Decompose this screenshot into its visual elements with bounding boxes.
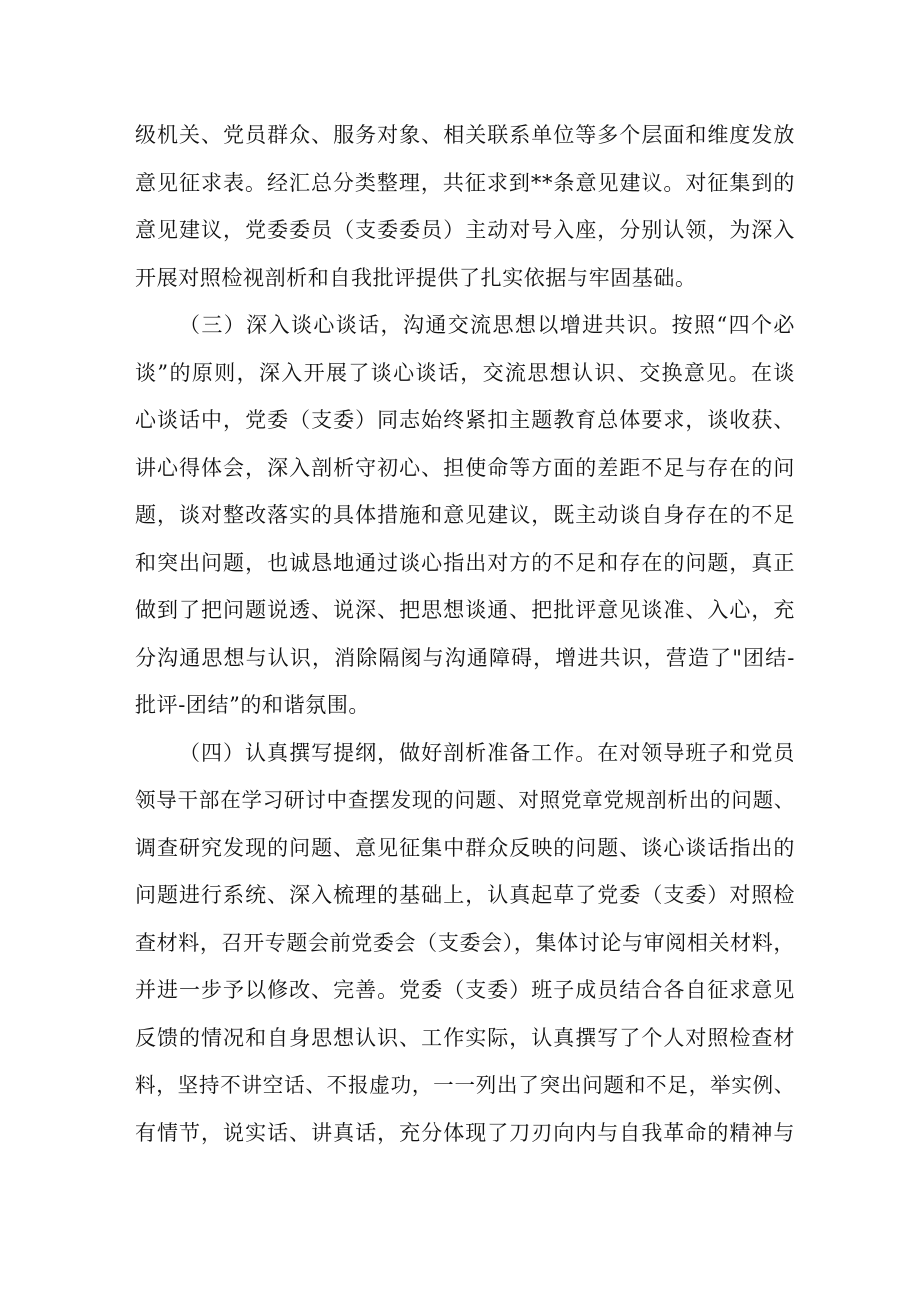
text-line: 分沟通思想与认识，消除隔阂与沟通障碍，增进共识，营造了"团结- <box>135 645 795 670</box>
text-line: 和突出问题，也诚恳地通过谈心指出对方的不足和存在的问题，真正 <box>135 550 795 575</box>
text-line: 查材料，召开专题会前党委会（支委会），集体讨论与审阅相关材料， <box>135 930 795 955</box>
text-line: 并进一步予以修改、完善。党委（支委）班子成员结合各自征求意见 <box>135 978 795 1002</box>
text-line: 谈”的原则，深入开展了谈心谈话，交流思想认识、交换意见。在谈 <box>135 360 795 385</box>
body-text <box>135 112 795 1157</box>
text-line: 意见建议，党委委员（支委委员）主动对号入座，分别认领，为深入 <box>135 218 795 242</box>
text-line: 批评-团结”的和谐氛围。 <box>135 693 371 717</box>
text-line: 反馈的情况和自身思想认识、工作实际，认真撰写了个人对照检查材 <box>135 1025 795 1050</box>
text-line: 领导干部在学习研讨中查摆发现的问题、对照党章党规剖析出的问题、 <box>135 788 795 812</box>
text-line: 题，谈对整改落实的具体措施和意见建议，既主动谈自身存在的不足 <box>135 503 795 527</box>
text-line: 有情节，说实话、讲真话，充分体现了刀刃向内与自我革命的精神与 <box>135 1120 795 1145</box>
text-line: 做到了把问题说透、说深、把思想谈通、把批评意见谈准、入心，充 <box>135 598 795 622</box>
text-line: 调查研究发现的问题、意见征集中群众反映的问题、谈心谈话指出的 <box>135 835 795 860</box>
text-line: 心谈话中，党委（支委）同志始终紧扣主题教育总体要求，谈收获、 <box>135 408 795 432</box>
text-line: 料，坚持不讲空话、不报虚功，一一列出了突出问题和不足，举实例、 <box>135 1073 795 1097</box>
text-line: 问题进行系统、深入梳理的基础上，认真起草了党委（支委）对照检 <box>135 883 795 907</box>
text-line: 意见征求表。经汇总分类整理，共征求到**条意见建议。对征集到的 <box>135 170 795 195</box>
text-line: 讲心得体会，深入剖析守初心、担使命等方面的差距不足与存在的问 <box>135 455 795 480</box>
text-line: （三）深入谈心谈话，沟通交流思想以增进共识。按照“四个必 <box>179 313 795 337</box>
text-line: 开展对照检视剖析和自我批评提供了扎实依据与牢固基础。 <box>135 265 697 290</box>
text-line: （四）认真撰写提纲，做好剖析准备工作。在对领导班子和党员 <box>179 740 795 765</box>
text-line: 级机关、党员群众、服务对象、相关联系单位等多个层面和维度发放 <box>135 123 795 147</box>
